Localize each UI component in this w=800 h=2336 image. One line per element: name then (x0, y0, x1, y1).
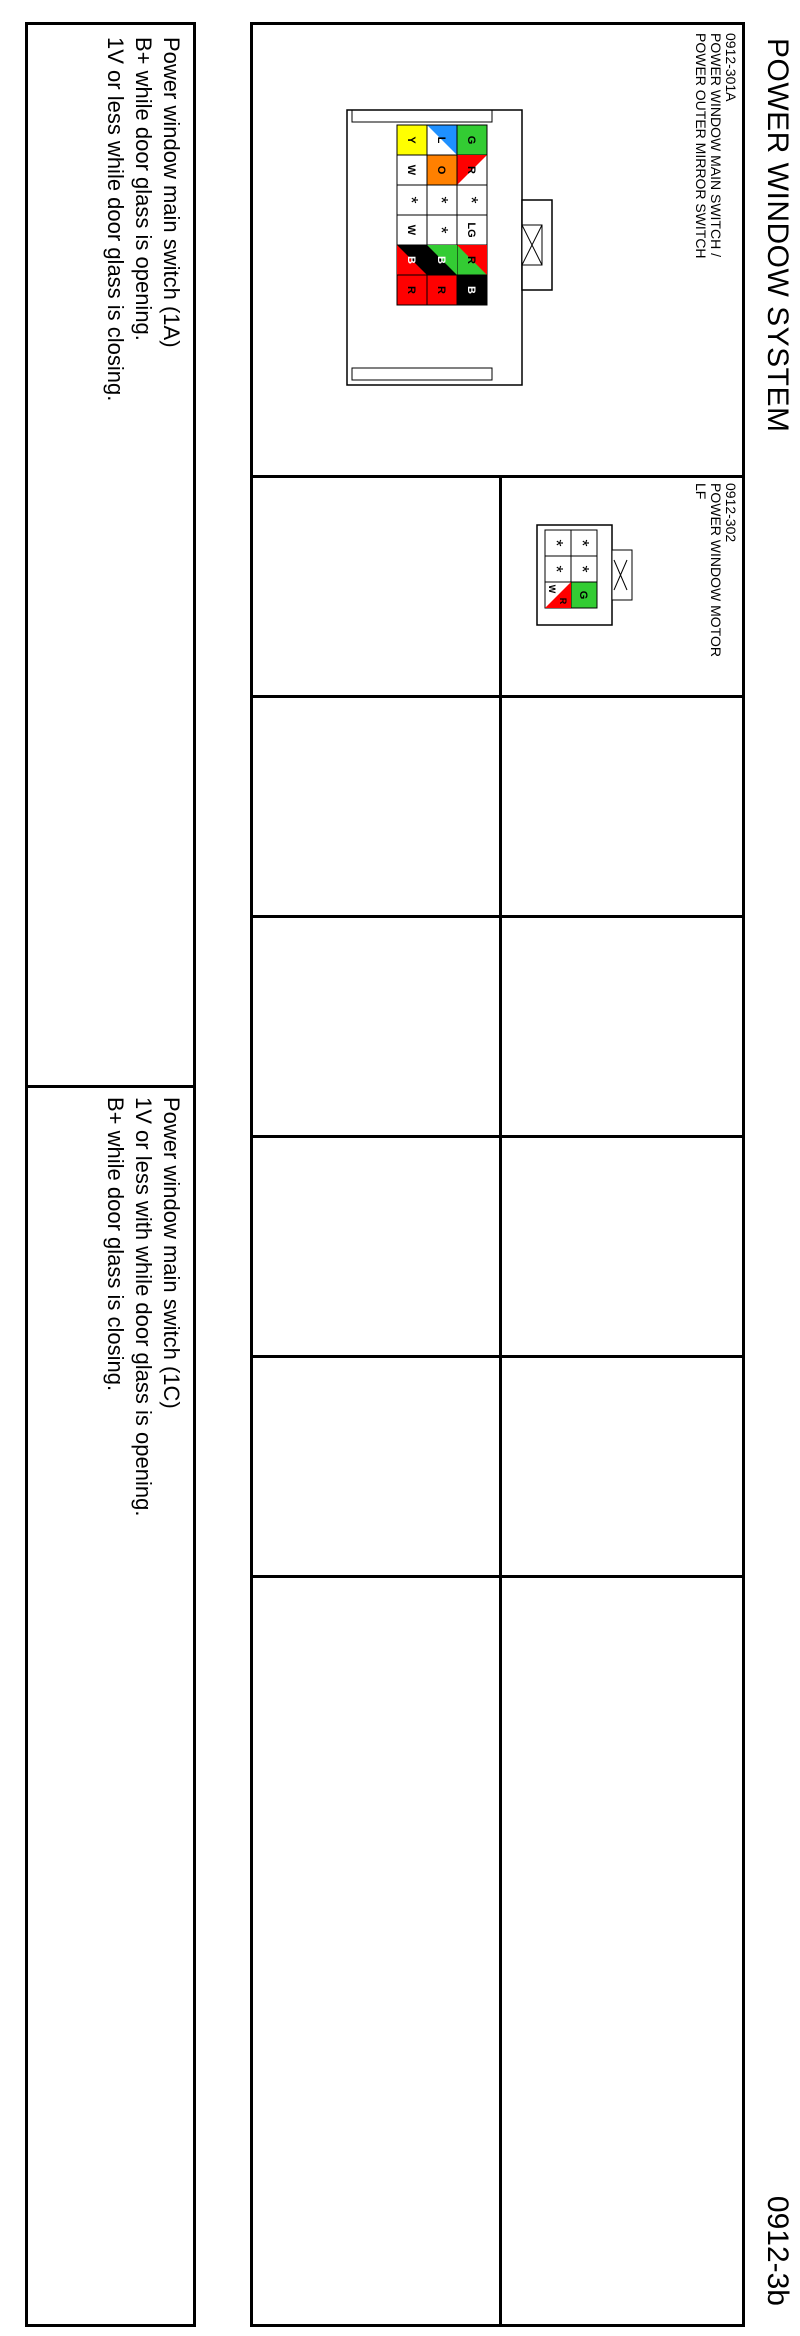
connector-301A-label (693, 33, 738, 259)
note-line: Power window main switch (1C) (159, 1097, 184, 1409)
connector-code: 0912-301A (723, 33, 739, 102)
grid-vline (253, 1355, 742, 1358)
pin-label: B (435, 256, 447, 264)
pin-label: R (558, 597, 568, 605)
note-line: 1V or less while door glass is closing. (103, 37, 128, 402)
pin-label: * (461, 196, 481, 204)
pin-label: O (435, 165, 447, 175)
grid-vline (253, 1575, 742, 1578)
notes-box (25, 22, 196, 2327)
connector-grid (250, 22, 745, 2327)
connector-code: 0912-302 (723, 483, 739, 543)
pin-label: Y (405, 136, 417, 144)
pin-label: * (431, 226, 451, 234)
pin-label: * (572, 539, 592, 547)
connector-name: LF (693, 483, 709, 500)
pin-label: G (577, 590, 589, 600)
pin-label: G (465, 135, 477, 145)
pin-label: * (401, 196, 421, 204)
grid-vline (253, 915, 742, 918)
connector-302-drawing (522, 515, 652, 665)
pin-label: B (405, 256, 417, 264)
pin-label: W (405, 224, 417, 236)
note-line: B+ while door glass is opening. (131, 37, 156, 341)
connector-302-label (693, 483, 738, 657)
page-title: POWER WINDOW SYSTEM (761, 38, 794, 433)
note-line: 1V or less with while door glass is opening. (131, 1097, 156, 1517)
connector-301A-drawing (332, 105, 582, 405)
note-right (101, 1097, 185, 1516)
pin-label: R (465, 256, 477, 264)
pin-label: R (465, 166, 477, 174)
note-line: Power window main switch (1A) (159, 37, 184, 348)
connector-name: POWER OUTER MIRROR SWITCH (693, 33, 709, 259)
grid-vline (253, 695, 742, 698)
page-code: 0912-3b (761, 2195, 794, 2306)
note-left (101, 37, 185, 401)
pin-label: W (405, 164, 417, 176)
pin-label: * (546, 565, 566, 573)
pin-label: R (405, 286, 417, 294)
grid-hline (499, 475, 502, 2324)
pin-label: * (431, 196, 451, 204)
pin-label: R (435, 286, 447, 294)
pin-label: B (465, 286, 477, 294)
grid-vline (253, 475, 742, 478)
connector-name: POWER WINDOW MOTOR (708, 483, 724, 657)
pin-label: L (435, 136, 447, 144)
notes-divider (28, 1085, 193, 1088)
pin-label: LG (465, 222, 477, 238)
pin-label: * (572, 565, 592, 573)
pin-label: W (547, 584, 557, 594)
grid-vline (253, 1135, 742, 1138)
note-line: B+ while door glass is closing. (103, 1097, 128, 1392)
connector-name: POWER WINDOW MAIN SWITCH / (708, 33, 724, 257)
pin-label: * (546, 539, 566, 547)
